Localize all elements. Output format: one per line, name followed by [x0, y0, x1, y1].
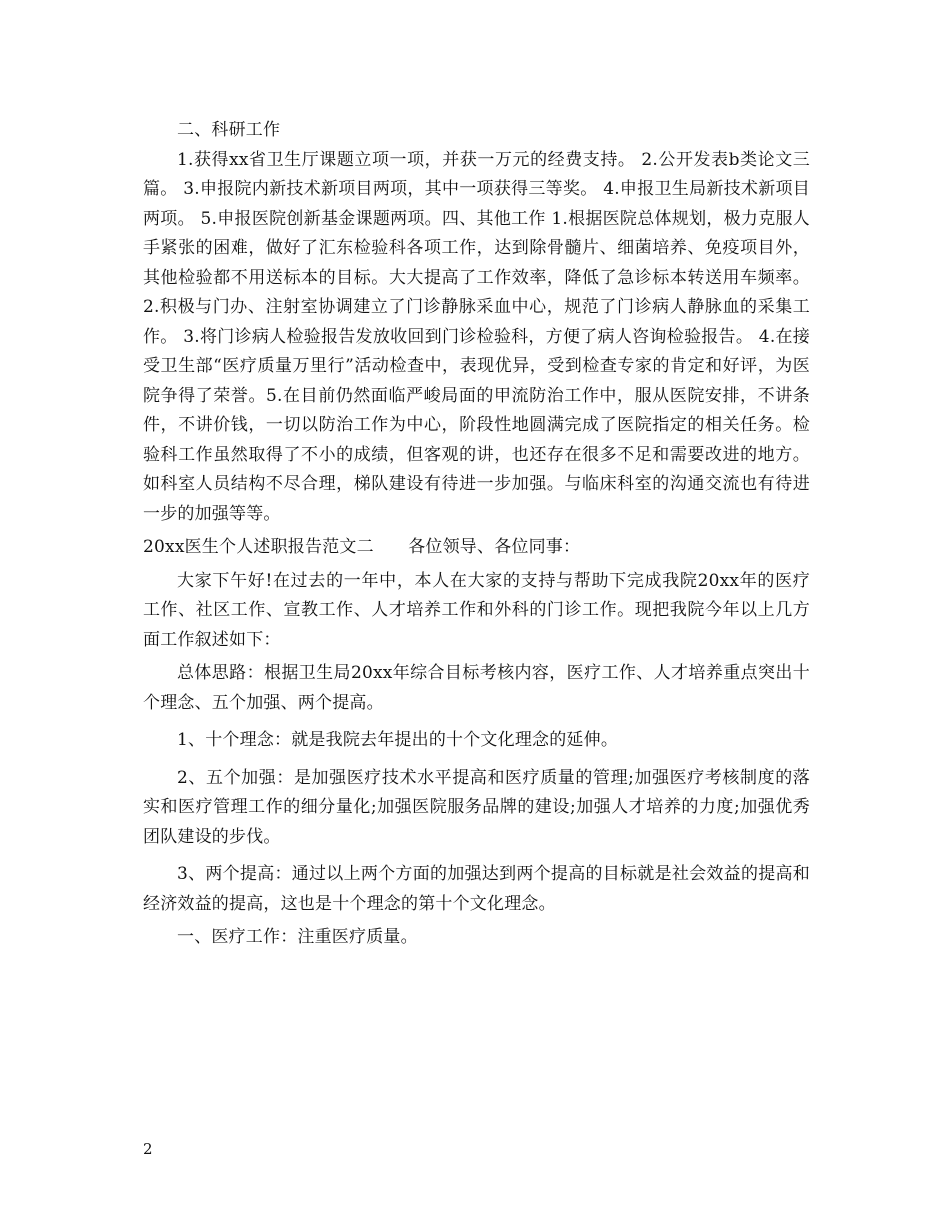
research-work-paragraph: 1.获得xx省卫生厅课题立项一项，并获一万元的经费支持。 2.公开发表b类论文三篇。 3.申报院内新技术新项目两项，其中一项获得三等奖。 4.申报卫生局新技术新项目两项。 5.申报医院创新基金课题两项。四、其他工作 1.根据医院总体规划，极力克服人手紧张的困难，做好了汇东检验科各项工作，达到除骨髓片、细菌培养、免疫项目外，其他检验都不用送标本的目标。大大提高了工作效率，降低了急诊标本转送用车频率。 2.积极与门办、注射室协调建立了门诊静脉采血中心，规范了门诊病人静脉血的采集工作。 3.将门诊病人检验报告发放收回到门诊检验科，方便了病人咨询检验报告。 4.在接受卫生部“医疗质量万里行”活动检查中，表现优异，受到检查专家的肯定和好评，为医院争得了荣誉。5.在目前仍然面临严峻局面的甲流防治工作中，服从医院安排，不讲条件，不讲价钱，一切以防治工作为中心，阶段性地圆满完成了医院指定的相关任务。检验科工作虽然取得了不小的成绩，但客观的讲，也还存在很多不足和需要改进的地方。如科室人员结构不尽合理，梯队建设有待进一步加强。与临床科室的沟通交流也有待进一步的加强等等。 — [143, 149, 810, 524]
five-strengthenings-paragraph: 2、五个加强：是加强医疗技术水平提高和医疗质量的管理;加强医疗考核制度的落实和医疗管理工作的细分量化;加强医院服务品牌的建设;加强人才培养的力度;加强优秀团队建设的步伐。 — [143, 767, 810, 847]
greeting-paragraph: 大家下午好!在过去的一年中，本人在大家的支持与帮助下完成我院20xx年的医疗工作、社区工作、宣教工作、人才培养工作和外科的门诊工作。现把我院今年以上几方面工作叙述如下： — [143, 570, 810, 650]
medical-work-heading: 一、医疗工作：注重医疗质量。 — [177, 927, 418, 947]
two-improvements-paragraph: 3、两个提高：通过以上两个方面的加强达到两个提高的目标就是社会效益的提高和经济效益的提高，这也是十个理念的第十个文化理念。 — [143, 864, 810, 914]
ten-concepts-paragraph: 1、十个理念：就是我院去年提出的十个文化理念的延伸。 — [177, 730, 619, 750]
section-heading-research: 二、科研工作 — [177, 120, 281, 140]
second-report-title-line: 20xx医生个人述职报告范文二 各位领导、各位同事： — [143, 537, 581, 557]
overall-idea-paragraph: 总体思路：根据卫生局20xx年综合目标考核内容，医疗工作、人才培养重点突出十个理念、五个加强、两个提高。 — [143, 663, 810, 713]
page-number: 2 — [143, 1140, 153, 1158]
document-body — [143, 116, 810, 953]
